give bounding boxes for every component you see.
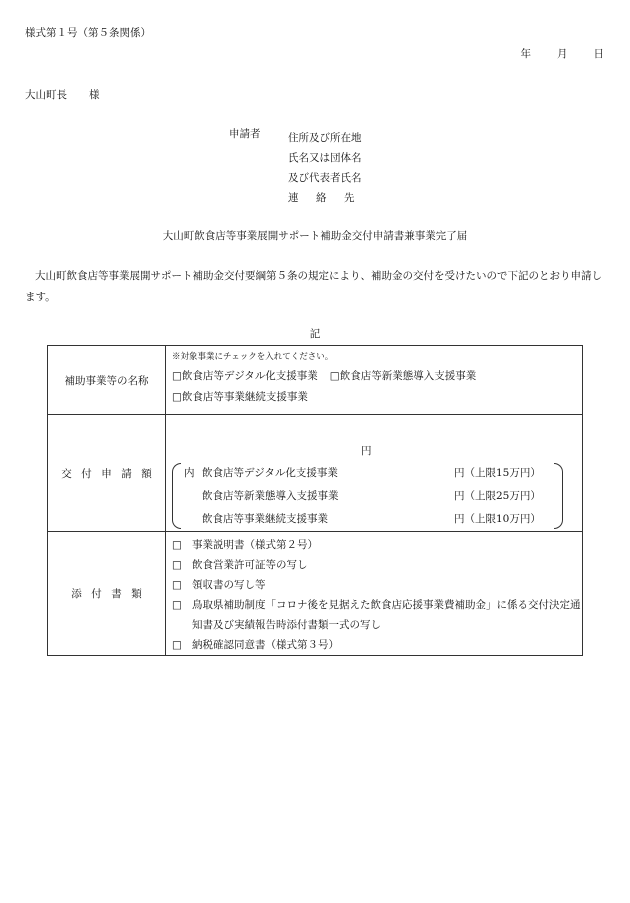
contact-char: 先 <box>344 192 355 204</box>
list-item <box>172 635 582 655</box>
contact-char: 連 <box>288 192 299 204</box>
amount-cell <box>166 415 583 532</box>
options-line-1 <box>172 368 582 383</box>
bracket-right <box>554 463 563 529</box>
addressee <box>25 89 100 102</box>
table-row <box>48 346 583 415</box>
applicant-name-label-1: 氏名又は団体名 <box>288 152 362 164</box>
amount-line-limit: 円（上限25万円） <box>454 490 541 502</box>
amount-line-name: 飲食店等新業態導入支援事業 <box>202 490 339 502</box>
bracket-left <box>172 463 181 529</box>
amount-line-limit: 円（上限15万円） <box>454 467 541 479</box>
applicant-fields <box>288 128 372 208</box>
date-line <box>521 48 605 61</box>
uchi-label: 内 <box>184 467 195 479</box>
label-char: 添 <box>71 588 82 600</box>
addressee-name: 大山町長 <box>25 89 67 101</box>
label-char: 書 <box>111 588 122 600</box>
attachments-cell <box>166 532 583 656</box>
label-char: 付 <box>81 467 92 480</box>
attachment-checkbox[interactable]: □ <box>172 599 182 611</box>
addressee-honorific: 様 <box>89 89 100 101</box>
attachment-checkbox[interactable]: □ <box>172 539 182 551</box>
total-yen-unit: 円 <box>361 445 372 457</box>
check-note: ※対象事業にチェックを入れてください。 <box>172 352 334 362</box>
label-char: 類 <box>131 588 142 600</box>
list-item <box>172 555 582 575</box>
option-continuity-checkbox[interactable]: □飲食店等事業継続支援事業 <box>172 391 308 403</box>
row-label-attachments <box>48 532 166 656</box>
option-new-business-checkbox[interactable]: □飲食店等新業態導入支援事業 <box>329 370 477 382</box>
applicant-address-label: 住所及び所在地 <box>288 132 362 144</box>
ki-heading: 記 <box>309 328 321 340</box>
project-options-cell <box>166 346 583 415</box>
list-item <box>172 595 582 635</box>
amount-line-digital <box>202 465 541 480</box>
attachments-list <box>166 532 582 655</box>
date-day: 日 <box>593 48 604 60</box>
attachment-checkbox[interactable]: □ <box>172 559 182 571</box>
amount-line-name: 飲食店等事業継続支援事業 <box>202 513 328 525</box>
list-item <box>172 535 582 555</box>
label-char: 交 <box>61 467 72 480</box>
attachment-label: 飲食営業許可証等の写し <box>192 559 308 571</box>
attachment-label: 鳥取県補助制度「コロナ後を見据えた飲食店応援事業費補助金」に係る交付決定通知書及び実績報告時添付書類一式の写し <box>192 599 581 631</box>
table-row <box>48 415 583 532</box>
attachment-label: 事業説明書（様式第２号） <box>192 539 318 551</box>
date-month: 月 <box>557 48 568 60</box>
amount-line-limit: 円（上限10万円） <box>454 513 541 525</box>
amount-block <box>166 415 582 531</box>
applicant-name-label-2: 及び代表者氏名 <box>288 172 362 184</box>
contact-char: 絡 <box>316 192 327 204</box>
label-char: 額 <box>141 467 152 480</box>
label-chars <box>57 468 157 480</box>
attachment-checkbox[interactable]: □ <box>172 639 182 651</box>
options-line-2 <box>172 389 582 404</box>
amount-line-name: 飲食店等デジタル化支援事業 <box>202 467 338 479</box>
label-char: 請 <box>121 467 132 480</box>
date-year: 年 <box>520 48 531 60</box>
label-char: 申 <box>101 467 112 480</box>
list-item <box>172 575 582 595</box>
row-label-amount <box>48 415 166 532</box>
attachment-label: 納税確認同意書（様式第３号） <box>192 639 339 651</box>
application-table <box>47 345 583 656</box>
amount-line-new-business <box>202 488 541 503</box>
option-digital-checkbox[interactable]: □飲食店等デジタル化支援事業 <box>172 370 318 382</box>
document-title: 大山町飲食店等事業展開サポート補助金交付申請書兼事業完了届 <box>162 230 468 242</box>
body-text: 大山町飲食店等事業展開サポート補助金交付要綱第５条の規定により、補助金の交付を受けたいので下記のとおり申請します。 <box>25 270 602 303</box>
table-row <box>48 532 583 656</box>
label-chars <box>67 588 147 600</box>
row-label-project-name: 補助事業等の名称 <box>48 346 166 415</box>
applicant-contact-label <box>288 188 372 208</box>
amount-line-continuity <box>202 511 541 526</box>
attachment-checkbox[interactable]: □ <box>172 579 182 591</box>
form-number: 様式第１号（第５条関係） <box>25 27 151 39</box>
attachment-label: 領収書の写し等 <box>192 579 266 591</box>
applicant-role: 申請者 <box>229 128 261 140</box>
label-char: 付 <box>91 588 102 600</box>
